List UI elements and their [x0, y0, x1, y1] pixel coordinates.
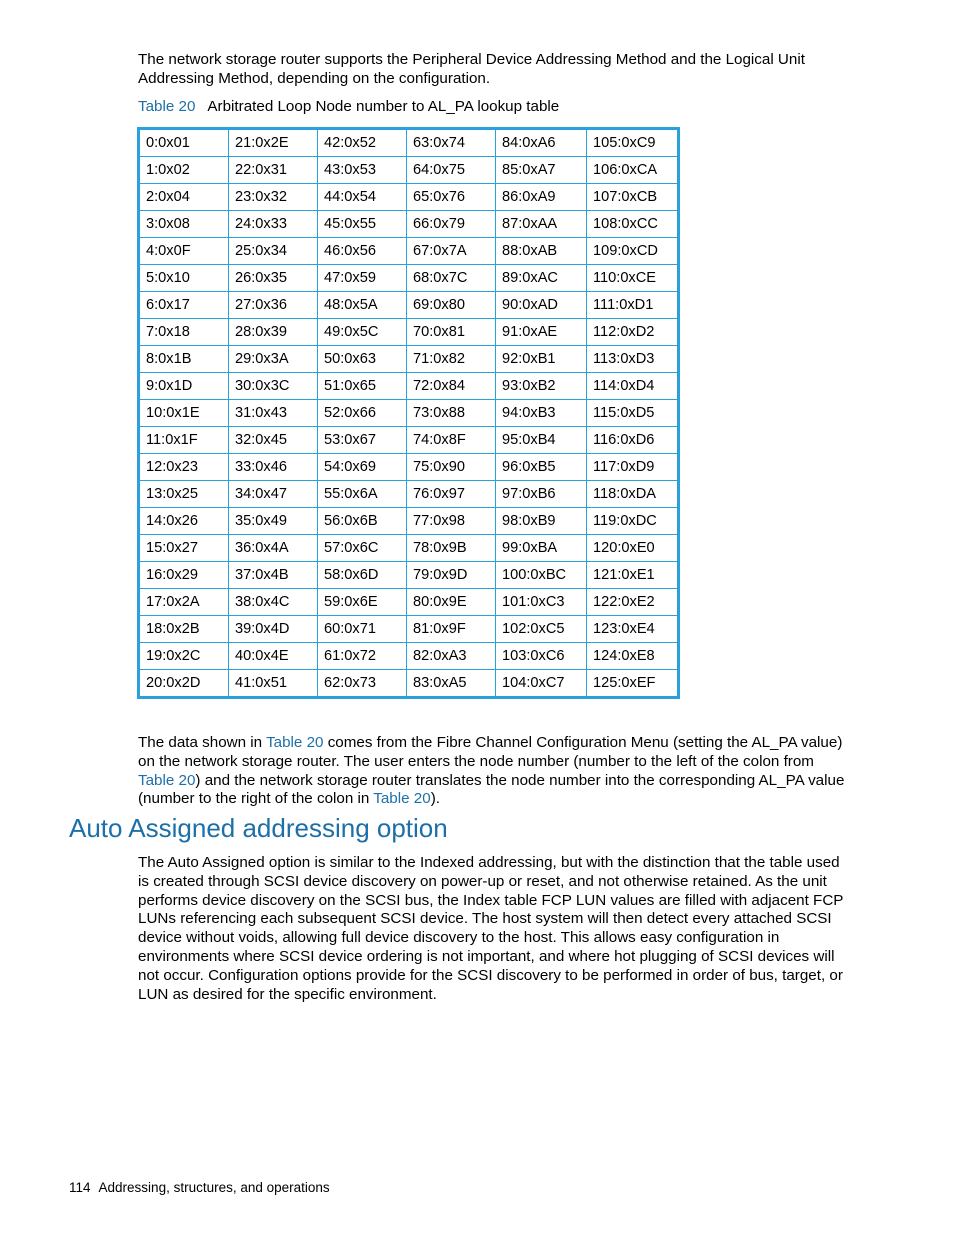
table-cell: 74:0x8F	[407, 427, 496, 454]
table-cell: 33:0x46	[229, 454, 318, 481]
table-cell: 85:0xA7	[496, 157, 587, 184]
text-segment: ).	[430, 790, 440, 808]
table-title: Arbitrated Loop Node number to AL_PA lookup table	[207, 98, 560, 115]
table-row	[139, 670, 679, 698]
table-row	[139, 292, 679, 319]
table-row	[139, 129, 679, 157]
table-cell: 10:0x1E	[139, 400, 229, 427]
page-number: 114	[69, 1180, 91, 1195]
table-cell: 61:0x72	[318, 643, 407, 670]
table-cell: 22:0x31	[229, 157, 318, 184]
lookup-table-body	[139, 129, 679, 698]
table-20-link[interactable]: Table 20	[266, 734, 324, 751]
table-cell: 95:0xB4	[496, 427, 587, 454]
table-cell: 6:0x17	[139, 292, 229, 319]
table-cell: 116:0xD6	[587, 427, 679, 454]
table-cell: 121:0xE1	[587, 562, 679, 589]
page-footer	[69, 1180, 330, 1195]
table-cell: 54:0x69	[318, 454, 407, 481]
table-cell: 48:0x5A	[318, 292, 407, 319]
table-cell: 113:0xD3	[587, 346, 679, 373]
table-cell: 99:0xBA	[496, 535, 587, 562]
table-cell: 100:0xBC	[496, 562, 587, 589]
table-cell: 5:0x10	[139, 265, 229, 292]
table-row	[139, 346, 679, 373]
table-cell: 40:0x4E	[229, 643, 318, 670]
section-heading: Auto Assigned addressing option	[69, 813, 448, 843]
table-cell: 41:0x51	[229, 670, 318, 698]
table-row	[139, 427, 679, 454]
table-cell: 64:0x75	[407, 157, 496, 184]
table-cell: 51:0x65	[318, 373, 407, 400]
chapter-title: Addressing, structures, and operations	[98, 1180, 330, 1195]
table-cell: 86:0xA9	[496, 184, 587, 211]
table-row	[139, 184, 679, 211]
table-cell: 125:0xEF	[587, 670, 679, 698]
table-cell: 83:0xA5	[407, 670, 496, 698]
table-cell: 101:0xC3	[496, 589, 587, 616]
table-cell: 65:0x76	[407, 184, 496, 211]
table-cell: 120:0xE0	[587, 535, 679, 562]
table-row	[139, 616, 679, 643]
table-cell: 32:0x45	[229, 427, 318, 454]
table-cell: 24:0x33	[229, 211, 318, 238]
table-cell: 92:0xB1	[496, 346, 587, 373]
table-cell: 98:0xB9	[496, 508, 587, 535]
table-cell: 39:0x4D	[229, 616, 318, 643]
table-cell: 67:0x7A	[407, 238, 496, 265]
intro-paragraph: The network storage router supports the Peripheral Device Addressing Method and the Logical Unit Addressing Method, depending on the configuration.	[138, 51, 805, 87]
table-cell: 26:0x35	[229, 265, 318, 292]
table-row	[139, 454, 679, 481]
table-cell: 81:0x9F	[407, 616, 496, 643]
table-row	[139, 319, 679, 346]
table-cell: 46:0x56	[318, 238, 407, 265]
table-cell: 50:0x63	[318, 346, 407, 373]
table-cell: 96:0xB5	[496, 454, 587, 481]
table-cell: 31:0x43	[229, 400, 318, 427]
table-cell: 25:0x34	[229, 238, 318, 265]
table-cell: 110:0xCE	[587, 265, 679, 292]
table-cell: 115:0xD5	[587, 400, 679, 427]
table-cell: 16:0x29	[139, 562, 229, 589]
table-row	[139, 643, 679, 670]
table-cell: 17:0x2A	[139, 589, 229, 616]
table-cell: 44:0x54	[318, 184, 407, 211]
table-cell: 62:0x73	[318, 670, 407, 698]
table-cell: 49:0x5C	[318, 319, 407, 346]
table-cell: 29:0x3A	[229, 346, 318, 373]
table-row	[139, 400, 679, 427]
table-cell: 97:0xB6	[496, 481, 587, 508]
table-cell: 7:0x18	[139, 319, 229, 346]
table-row	[139, 508, 679, 535]
table-cell: 35:0x49	[229, 508, 318, 535]
table-cell: 124:0xE8	[587, 643, 679, 670]
table-cell: 105:0xC9	[587, 129, 679, 157]
table-cell: 11:0x1F	[139, 427, 229, 454]
table-cell: 75:0x90	[407, 454, 496, 481]
table-cell: 82:0xA3	[407, 643, 496, 670]
table-cell: 71:0x82	[407, 346, 496, 373]
table-cell: 3:0x08	[139, 211, 229, 238]
table-cell: 70:0x81	[407, 319, 496, 346]
table-cell: 112:0xD2	[587, 319, 679, 346]
table-cell: 59:0x6E	[318, 589, 407, 616]
table-row	[139, 211, 679, 238]
table-row	[139, 589, 679, 616]
table-cell: 4:0x0F	[139, 238, 229, 265]
table-cell: 107:0xCB	[587, 184, 679, 211]
table-cell: 38:0x4C	[229, 589, 318, 616]
table-cell: 47:0x59	[318, 265, 407, 292]
auto-assigned-paragraph: The Auto Assigned option is similar to the Indexed addressing, but with the distinction that the table used is created through SCSI device discovery on power-up or reset, and not otherwise retained. As the unit performs device discovery on the SCSI bus, the Index table FCP LUN values are filled with adjacent FCP LUNs referencing each subsequent SCSI device. The host system will then detect every attached SCSI device without voids, allowing full device discovery to the host. This allows easy configuration in environments where SCSI device ordering is not important, and where hot plugging of SCSI devices will not occur. Configuration options provide for the SCSI discovery to be performed in order of bus, target, or LUN as desired for the specific environment.	[138, 854, 844, 1003]
table-cell: 60:0x71	[318, 616, 407, 643]
table-row	[139, 481, 679, 508]
table-cell: 106:0xCA	[587, 157, 679, 184]
table-cell: 8:0x1B	[139, 346, 229, 373]
table-source-paragraph	[138, 734, 848, 809]
table-cell: 58:0x6D	[318, 562, 407, 589]
table-20-link[interactable]: Table 20	[138, 771, 196, 789]
table-cell: 89:0xAC	[496, 265, 587, 292]
table-cell: 108:0xCC	[587, 211, 679, 238]
table-cell: 102:0xC5	[496, 616, 587, 643]
table-cell: 119:0xDC	[587, 508, 679, 535]
table-cell: 93:0xB2	[496, 373, 587, 400]
table-cell: 68:0x7C	[407, 265, 496, 292]
table-cell: 43:0x53	[318, 157, 407, 184]
table-cell: 114:0xD4	[587, 373, 679, 400]
table-cell: 14:0x26	[139, 508, 229, 535]
table-cell: 37:0x4B	[229, 562, 318, 589]
table-cell: 53:0x67	[318, 427, 407, 454]
table-row	[139, 238, 679, 265]
table-cell: 13:0x25	[139, 481, 229, 508]
table-cell: 84:0xA6	[496, 129, 587, 157]
table-cell: 30:0x3C	[229, 373, 318, 400]
text-segment: comes from the Fibre Channel Configuration Menu (setting the AL_PA value) on the network storage router. The user enters the node number (number to the left of the colon from	[138, 734, 843, 770]
table-row	[139, 265, 679, 292]
table-cell: 34:0x47	[229, 481, 318, 508]
table-cell: 19:0x2C	[139, 643, 229, 670]
table-cell: 36:0x4A	[229, 535, 318, 562]
table-cell: 80:0x9E	[407, 589, 496, 616]
table-cell: 90:0xAD	[496, 292, 587, 319]
table-cell: 18:0x2B	[139, 616, 229, 643]
table-cell: 72:0x84	[407, 373, 496, 400]
node-alpa-lookup-table	[137, 127, 680, 699]
table-cell: 88:0xAB	[496, 238, 587, 265]
table-cell: 94:0xB3	[496, 400, 587, 427]
table-cell: 56:0x6B	[318, 508, 407, 535]
table-cell: 78:0x9B	[407, 535, 496, 562]
table-cell: 79:0x9D	[407, 562, 496, 589]
table-label: Table 20	[138, 98, 196, 115]
table-cell: 52:0x66	[318, 400, 407, 427]
table-cell: 28:0x39	[229, 319, 318, 346]
table-20-link[interactable]: Table 20	[373, 790, 431, 808]
table-cell: 66:0x79	[407, 211, 496, 238]
table-cell: 57:0x6C	[318, 535, 407, 562]
table-row	[139, 157, 679, 184]
table-cell: 20:0x2D	[139, 670, 229, 698]
table-cell: 9:0x1D	[139, 373, 229, 400]
table-cell: 111:0xD1	[587, 292, 679, 319]
table-cell: 12:0x23	[139, 454, 229, 481]
table-cell: 45:0x55	[318, 211, 407, 238]
table-cell: 21:0x2E	[229, 129, 318, 157]
table-cell: 91:0xAE	[496, 319, 587, 346]
table-row	[139, 535, 679, 562]
table-cell: 0:0x01	[139, 129, 229, 157]
table-cell: 23:0x32	[229, 184, 318, 211]
table-cell: 118:0xDA	[587, 481, 679, 508]
table-cell: 69:0x80	[407, 292, 496, 319]
table-cell: 73:0x88	[407, 400, 496, 427]
table-cell: 123:0xE4	[587, 616, 679, 643]
table-cell: 42:0x52	[318, 129, 407, 157]
table-cell: 2:0x04	[139, 184, 229, 211]
table-cell: 104:0xC7	[496, 670, 587, 698]
table-cell: 55:0x6A	[318, 481, 407, 508]
table-caption	[138, 98, 559, 115]
table-cell: 76:0x97	[407, 481, 496, 508]
table-row	[139, 562, 679, 589]
table-cell: 1:0x02	[139, 157, 229, 184]
table-cell: 117:0xD9	[587, 454, 679, 481]
table-row	[139, 373, 679, 400]
table-cell: 103:0xC6	[496, 643, 587, 670]
table-cell: 15:0x27	[139, 535, 229, 562]
table-cell: 63:0x74	[407, 129, 496, 157]
table-cell: 77:0x98	[407, 508, 496, 535]
table-cell: 87:0xAA	[496, 211, 587, 238]
table-cell: 122:0xE2	[587, 589, 679, 616]
text-segment: ) and the network storage router translates the node number into the corresponding AL_PA value (number to the right of the colon in	[138, 771, 845, 808]
text-segment: The data shown in	[138, 734, 267, 751]
table-cell: 27:0x36	[229, 292, 318, 319]
table-cell: 109:0xCD	[587, 238, 679, 265]
